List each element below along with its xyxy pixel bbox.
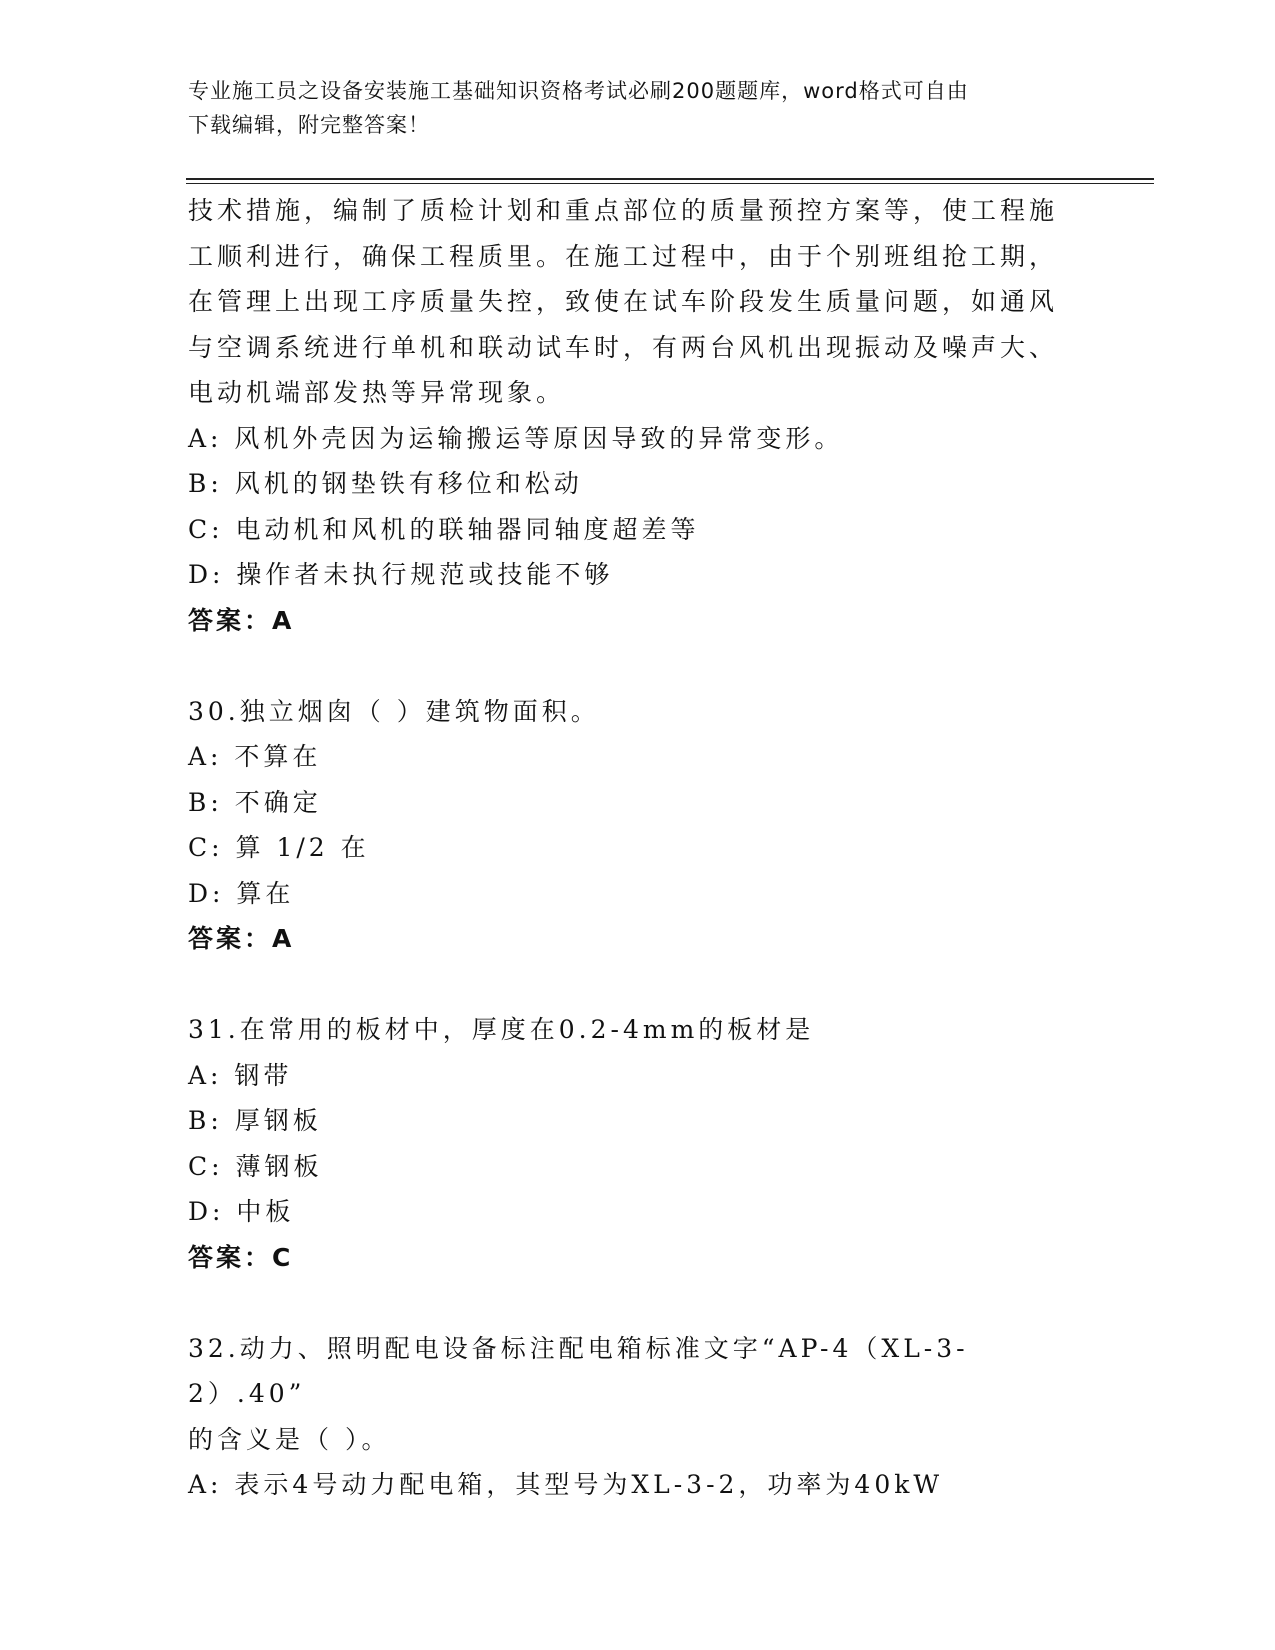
document-header: [188, 74, 1068, 142]
question-text-line: 与空调系统进行单机和联动试车时，有两台风机出现振动及噪声大、: [188, 332, 1059, 362]
option-b: B: 厚钢板: [188, 1106, 322, 1135]
option-a: A: 不算在: [188, 742, 322, 771]
option-b: B: 风机的钢垫铁有移位和松动: [188, 469, 583, 498]
option-c: C: 电动机和风机的联轴器同轴度超差等: [188, 514, 700, 544]
question-title: 32.动力、照明配电设备标注配电箱标准文字“AP-4（XL-3-2）.40”: [188, 1333, 969, 1408]
answer-label: 答案：C: [188, 1242, 294, 1272]
question-29-continued: [188, 188, 1068, 643]
header-rule-thick: [186, 178, 1154, 180]
option-d: D: 操作者未执行规范或技能不够: [188, 560, 614, 589]
question-title: 30.独立烟囱（ ）建筑物面积。: [188, 696, 600, 726]
question-text-line: 电动机端部发热等异常现象。: [188, 378, 566, 407]
header-line-2: 下载编辑，附完整答案！: [188, 113, 430, 137]
option-d: D: 算在: [188, 878, 295, 908]
document-body: [188, 188, 1068, 1508]
option-a: A: 钢带: [188, 1060, 293, 1090]
spacer: [188, 1280, 1068, 1326]
spacer: [188, 962, 1068, 1008]
option-d: D: 中板: [188, 1197, 295, 1226]
question-32: [188, 1326, 1068, 1508]
option-a: A: 表示4号动力配电箱，其型号为XL-3-2，功率为40kW: [188, 1470, 944, 1499]
question-title-continued: 的含义是（ ）。: [188, 1424, 391, 1454]
answer-label: 答案：A: [188, 605, 295, 635]
spacer: [188, 643, 1068, 689]
option-a: A: 风机外壳因为运输搬运等原因导致的异常变形。: [188, 423, 844, 453]
option-b: B: 不确定: [188, 787, 322, 817]
option-c: C: 薄钢板: [188, 1151, 323, 1181]
question-text-line: 工顺利进行，确保工程质里。在施工过程中，由于个别班组抢工期，: [188, 241, 1059, 271]
answer-label: 答案：A: [188, 924, 295, 953]
option-c: C: 算 1/2 在: [188, 833, 370, 862]
question-31: [188, 1007, 1068, 1280]
question-text-line: 技术措施，编制了质检计划和重点部位的质量预控方案等，使工程施: [188, 196, 1059, 225]
header-rule-thin: [186, 183, 1154, 184]
question-text-line: 在管理上出现工序质量失控，致使在试车阶段发生质量问题，如通风: [188, 287, 1059, 316]
header-line-1: 专业施工员之设备安装施工基础知识资格考试必刷200题题库，word格式可自由: [188, 79, 969, 103]
question-30: [188, 689, 1068, 962]
question-title: 31.在常用的板材中，厚度在0.2-4mm的板材是: [188, 1015, 815, 1044]
